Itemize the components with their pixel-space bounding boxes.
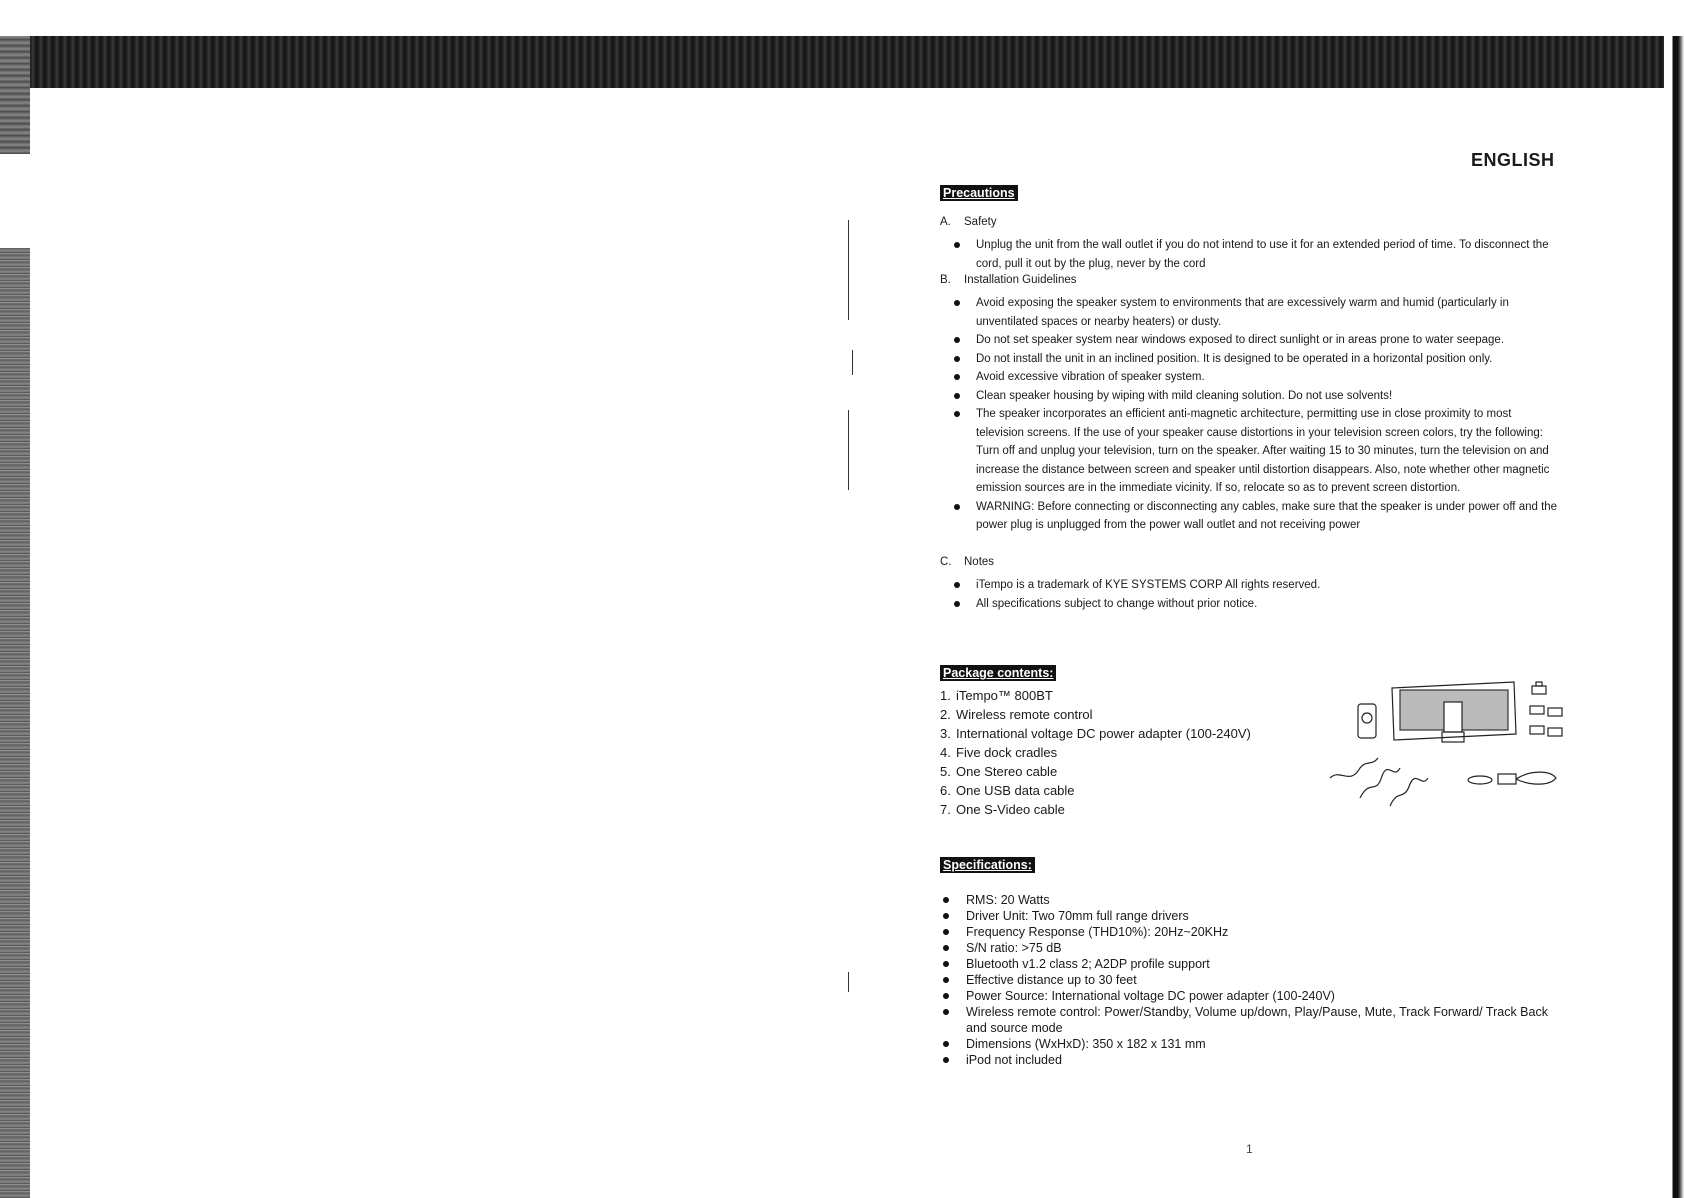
specifications-heading: Specifications: <box>940 857 1035 873</box>
installation-subheading: B. Installation Guidelines <box>940 274 1077 286</box>
scan-shadow-right-edge <box>1664 36 1684 1198</box>
fold-line <box>848 972 849 992</box>
fold-line <box>852 350 853 375</box>
list-item: 2. Wireless remote control <box>940 707 1093 722</box>
list-item: S/N ratio: >75 dB <box>940 940 1560 956</box>
specifications-heading-wrap <box>940 856 1035 874</box>
list-item: 7. One S-Video cable <box>940 802 1065 817</box>
precautions-heading: Precautions <box>940 185 1018 201</box>
safety-subheading: A. Safety <box>940 216 997 228</box>
safety-list <box>940 236 1560 273</box>
list-item: iPod not included <box>940 1052 1560 1068</box>
scan-shadow-left-edge <box>0 248 30 1198</box>
package-list <box>940 686 1251 819</box>
list-item: Do not set speaker system near windows exposed to direct sunlight or in areas prone to water seepage. <box>940 331 1560 350</box>
scan-shadow-top <box>28 36 1684 88</box>
list-item: Driver Unit: Two 70mm full range drivers <box>940 908 1560 924</box>
language-label: ENGLISH <box>1471 150 1555 170</box>
fold-line <box>848 410 849 490</box>
notes-list <box>940 576 1560 613</box>
notes-subheading: C. Notes <box>940 556 995 568</box>
list-item: RMS: 20 Watts <box>940 892 1560 908</box>
list-item: 6. One USB data cable <box>940 783 1075 798</box>
list-item: 1. iTempo™ 800BT <box>940 688 1053 703</box>
list-item: Do not install the unit in an inclined position. It is designed to be operated in a horizontal position only. <box>940 350 1560 369</box>
list-item: The speaker incorporates an efficient anti-magnetic architecture, permitting use in close proximity to most television screens. If the use of your speaker cause distortions in your television screen colors, try the following: <box>940 405 1560 442</box>
list-item: Avoid excessive vibration of speaker system. <box>940 368 1560 387</box>
list-item: Power Source: International voltage DC power adapter (100-240V) <box>940 988 1560 1004</box>
list-item: Wireless remote control: Power/Standby, Volume up/down, Play/Pause, Mute, Track Forward/ Track Back and source mode <box>940 1004 1560 1036</box>
list-item: Unplug the unit from the wall outlet if you do not intend to use it for an extended period of time. To disconnect the cord, pull it out by the plug, never by the cord <box>940 236 1560 273</box>
page-number: 1 <box>1246 1142 1253 1156</box>
distortion-followup: Turn off and unplug your television, turn on the speaker. After waiting 15 to 30 minutes, turn the television on and increase the distance between screen and speaker until distortion disappears. Also, note whether other magnetic emission sources are in the immediate vicinity. If so, relocate so as to prevent screen distortion. <box>976 445 1550 494</box>
list-item: 3. International voltage DC power adapter (100-240V) <box>940 726 1251 741</box>
precautions-heading-wrap <box>940 184 1018 202</box>
list-item: Bluetooth v1.2 class 2; A2DP profile support <box>940 956 1560 972</box>
list-item: 5. One Stereo cable <box>940 764 1058 779</box>
list-item: Effective distance up to 30 feet <box>940 972 1560 988</box>
list-item: Clean speaker housing by wiping with mild cleaning solution. Do not use solvents! <box>940 387 1560 406</box>
list-item: Dimensions (WxHxD): 350 x 182 x 131 mm <box>940 1036 1560 1052</box>
installation-list <box>940 294 1560 535</box>
list-item: 4. Five dock cradles <box>940 745 1058 760</box>
list-item: Avoid exposing the speaker system to environments that are excessively warm and humid (particularly in unventilated spaces or nearby heaters) or dusty. <box>940 294 1560 331</box>
package-heading: Package contents: <box>940 665 1056 681</box>
list-item: All specifications subject to change without prior notice. <box>940 595 1560 614</box>
product-contents-illustration <box>1320 668 1576 818</box>
list-item: iTempo is a trademark of KYE SYSTEMS CORP All rights reserved. <box>940 576 1560 595</box>
package-heading-wrap <box>940 664 1056 682</box>
fold-line <box>848 220 849 320</box>
specifications-list <box>940 892 1560 1068</box>
scan-shadow-corner <box>0 36 30 154</box>
list-item: Frequency Response (THD10%): 20Hz~20KHz <box>940 924 1560 940</box>
warning-item: WARNING: Before connecting or disconnecting any cables, make sure that the speaker is under power off and the power plug is unplugged from the power wall outlet and not receiving power <box>940 498 1560 535</box>
